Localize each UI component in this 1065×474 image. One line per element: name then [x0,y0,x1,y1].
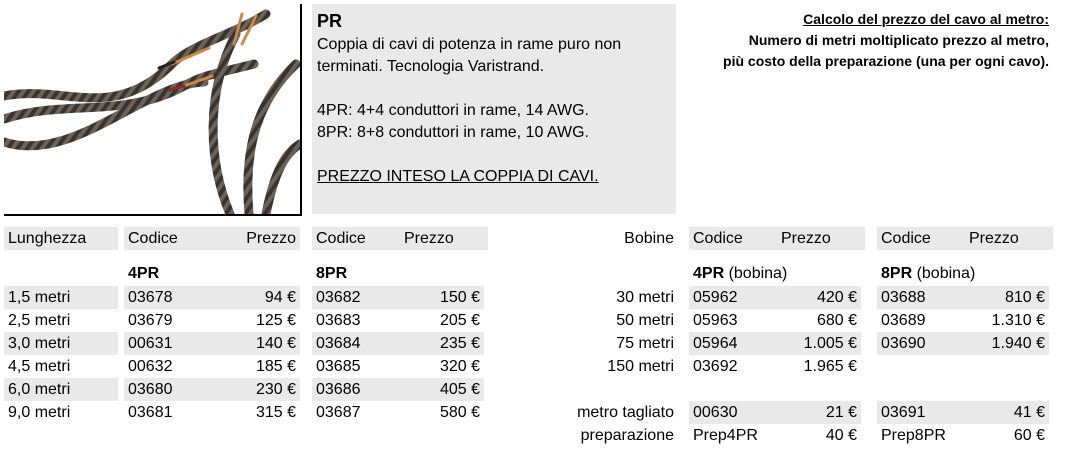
header-reels: Bobine [624,230,674,247]
row-price-8pr: 205 € [439,312,480,329]
price-note: PREZZO INTESO LA COPPIA DI CAVI. [317,168,599,185]
reel-code-8pr: 03689 [881,312,926,329]
extra-code-4pr: Prep4PR [693,427,758,444]
group-label-4pr: 4PR [128,265,160,282]
group-suffix-4pr-reel: (bobina) [728,265,788,282]
header-price-8pr-reel: Prezzo [965,227,1053,250]
reel-label: 150 metri [607,358,674,375]
row-code-4pr: 00631 [124,332,234,355]
extra-label: metro tagliato [577,404,674,421]
row-price-4pr: 140 € [230,332,300,355]
row-price-4pr: 315 € [255,404,296,421]
reel-price-8pr: 1.310 € [991,312,1045,329]
spec-8pr: 8PR: 8+8 conduttori in rame, 10 AWG. [317,124,589,141]
calculation-note [723,9,1049,72]
extra-price-8pr: 41 € [961,401,1049,424]
header-code-8pr: Codice [312,227,400,250]
reel-price-8pr: 810 € [961,286,1049,309]
reel-label: 75 metri [616,335,674,352]
reel-code-4pr: 05962 [689,286,777,309]
calculation-title: Calcolo del prezzo del cavo al metro: [803,11,1049,27]
description-line-2: terminati. Tecnologia Varistrand. [317,58,545,75]
row-length: 1,5 metri [4,286,118,309]
extra-price-4pr: 40 € [825,427,857,444]
extra-price-8pr: 60 € [1013,427,1045,444]
row-price-4pr: 230 € [230,378,300,401]
header-code-4pr-reel: Codice [689,227,777,250]
reel-price-4pr: 1.965 € [803,358,857,375]
group-label-8pr: 8PR [316,265,348,282]
header-code-8pr-reel: Codice [877,227,965,250]
extra-code-8pr: Prep8PR [881,427,946,444]
header-price-4pr-reel: Prezzo [777,227,865,250]
group-label-4pr-reel [693,262,787,285]
row-length: 4,5 metri [8,358,71,375]
extra-price-4pr: 21 € [773,401,861,424]
row-code-8pr: 03684 [312,332,400,355]
reel-label: 50 metri [616,312,674,329]
group-name-4pr-reel: 4PR [693,265,725,282]
row-price-8pr: 150 € [396,286,484,309]
reel-code-8pr: 03688 [877,286,965,309]
row-code-4pr: 03679 [128,312,173,329]
row-code-4pr: 03678 [124,286,234,309]
calculation-line-2: più costo della preparazione (una per ogni cavo). [723,53,1049,69]
row-code-4pr: 00632 [128,358,173,375]
extra-label: preparazione [580,427,674,444]
cable-illustration [4,4,300,214]
row-code-4pr: 03680 [124,378,234,401]
row-length: 6,0 metri [4,378,118,401]
row-length: 2,5 metri [8,312,71,329]
row-code-8pr: 03682 [312,286,400,309]
reel-code-8pr: 03690 [877,332,965,355]
group-label-8pr-reel [881,262,975,285]
header-price-4pr: Prezzo [230,227,300,250]
row-price-8pr: 405 € [396,378,484,401]
reel-price-4pr: 420 € [773,286,861,309]
row-length: 9,0 metri [8,404,71,421]
row-price-4pr: 94 € [230,286,300,309]
extra-code-8pr: 03691 [877,401,965,424]
product-description [312,4,676,214]
reel-code-4pr: 05964 [689,332,777,355]
header-code-4pr: Codice [124,227,234,250]
reel-code-4pr: 03692 [693,358,738,375]
group-suffix-8pr-reel: (bobina) [916,265,976,282]
row-price-4pr: 125 € [255,312,296,329]
calculation-line-1: Numero di metri moltiplicato prezzo al metro, [748,32,1049,48]
reel-price-8pr: 1.940 € [961,332,1049,355]
row-code-8pr: 03683 [316,312,361,329]
extra-code-4pr: 00630 [689,401,777,424]
description-line-1: Coppia di cavi di potenza in rame puro non [317,36,622,53]
row-price-8pr: 320 € [439,358,480,375]
row-code-8pr: 03687 [316,404,361,421]
header-price-8pr: Prezzo [400,227,488,250]
reel-price-4pr: 680 € [816,312,857,329]
product-title: PR [317,11,343,31]
reel-price-4pr: 1.005 € [773,332,861,355]
row-price-8pr: 580 € [439,404,480,421]
reel-label: 30 metri [616,289,674,306]
spec-4pr: 4PR: 4+4 conduttori in rame, 14 AWG. [317,102,589,119]
row-price-4pr: 185 € [255,358,296,375]
row-code-4pr: 03681 [128,404,173,421]
row-code-8pr: 03685 [316,358,361,375]
reel-code-4pr: 05963 [693,312,738,329]
header-length: Lunghezza [4,227,118,250]
row-length: 3,0 metri [4,332,118,355]
group-name-8pr-reel: 8PR [881,265,913,282]
row-price-8pr: 235 € [396,332,484,355]
product-photo [4,4,302,216]
row-code-8pr: 03686 [312,378,400,401]
